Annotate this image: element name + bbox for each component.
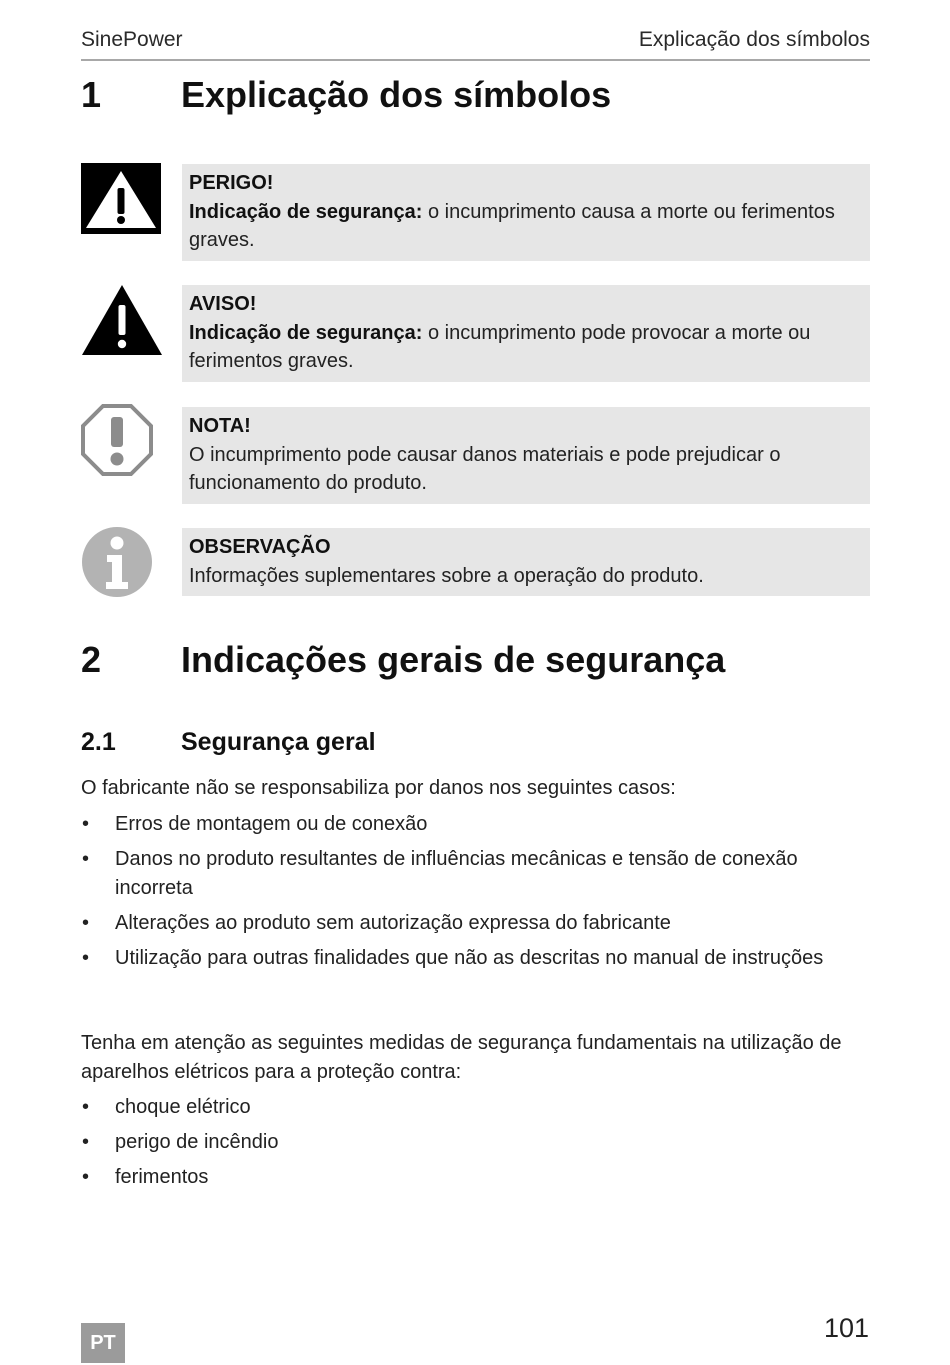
page-number: 101: [823, 1313, 869, 1343]
notice-danger-title: PERIGO!: [189, 172, 274, 194]
language-badge: PT: [81, 1323, 125, 1363]
list-item: • Danos no produto resultantes de influências mecânicas e tensão de conexão incorreta: [81, 845, 871, 902]
list-item: • Alterações ao produto sem autorização expressa do fabricante: [81, 909, 871, 938]
liability-intro: O fabricante não se responsabiliza por danos nos seguintes casos:: [81, 777, 676, 799]
list-item: • Utilização para outras finalidades que não as descritas no manual de instruções: [81, 944, 871, 973]
safety-measures-intro: Tenha em atenção as seguintes medidas de segurança fundamentais na utilização de aparelhos elétricos para a proteção contra:: [81, 1032, 842, 1083]
list-item: • Erros de montagem ou de conexão: [81, 810, 871, 839]
notice-info-title: OBSERVAÇÃO: [189, 536, 331, 558]
notice-danger: [182, 164, 870, 261]
notice-octagon-icon: [81, 404, 153, 481]
section-2-number: 2: [81, 639, 102, 680]
notice-info-text: Informações suplementares sobre a operação do produto.: [189, 564, 704, 587]
liability-list: [81, 810, 871, 979]
section-1-title: Explicação dos símbolos: [181, 74, 612, 115]
protection-list: [81, 1093, 871, 1198]
running-header: [81, 28, 870, 61]
section-2-1-number: 2.1: [81, 728, 116, 756]
notice-warning-lead: Indicação de segurança:: [189, 321, 423, 344]
notice-info: [182, 528, 870, 596]
section-2-title: Indicações gerais de segurança: [181, 639, 726, 680]
list-item: • perigo de incêndio: [81, 1128, 871, 1157]
notice-danger-text: o incumprimento causa a morte ou ferimentos graves.: [189, 200, 835, 251]
notice-warning-text: o incumprimento pode provocar a morte ou ferimentos graves.: [189, 321, 811, 372]
notice-note-title: NOTA!: [189, 415, 251, 437]
list-item: • choque elétrico: [81, 1093, 871, 1122]
warning-triangle-icon: [81, 284, 163, 361]
notice-warning: [182, 285, 870, 382]
notice-note-text: O incumprimento pode causar danos materiais e pode prejudicar o funcionamento do produto.: [189, 443, 781, 494]
danger-warning-square-icon: [81, 163, 161, 239]
info-circle-icon: [81, 526, 153, 603]
section-1-number: 1: [81, 74, 102, 115]
notice-danger-lead: Indicação de segurança:: [189, 200, 423, 223]
header-chapter-title: Explicação dos símbolos: [638, 28, 870, 51]
section-2-1-title: Segurança geral: [181, 728, 376, 756]
list-item: • ferimentos: [81, 1163, 871, 1192]
notice-note: [182, 407, 870, 504]
header-product-name: SinePower: [81, 28, 183, 51]
notice-warning-title: AVISO!: [189, 293, 257, 315]
